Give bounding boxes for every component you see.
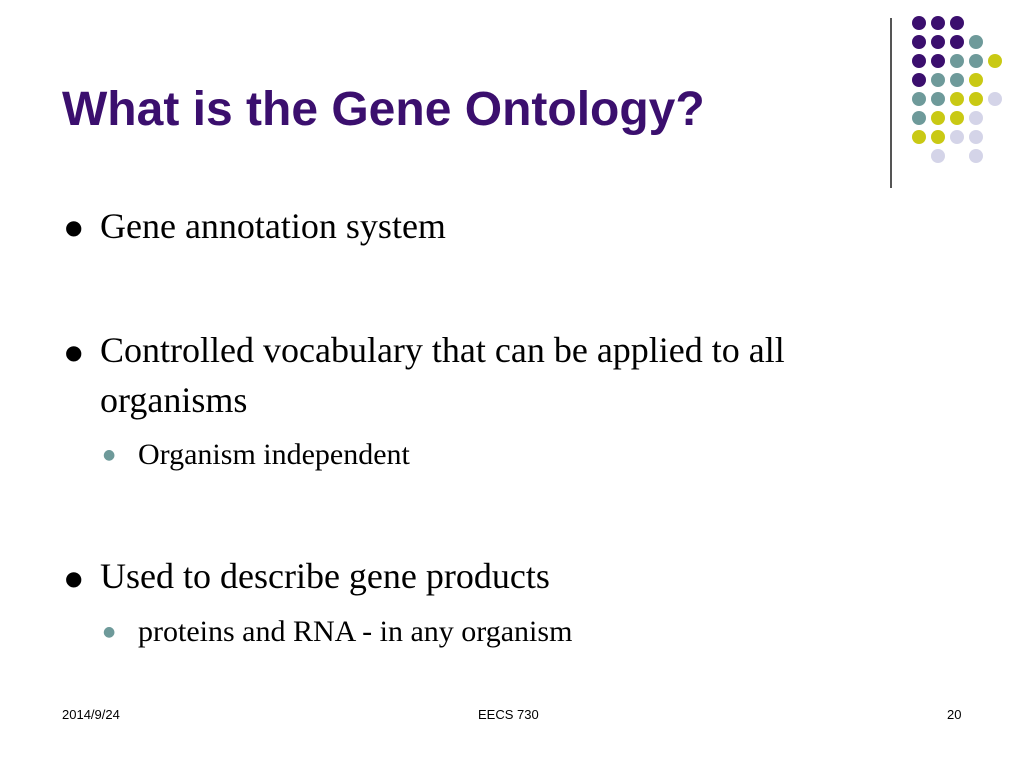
- decorative-dot: [950, 111, 964, 125]
- decorative-dot: [969, 92, 983, 106]
- decorative-dot-grid: [0, 0, 1024, 200]
- decorative-dot: [931, 35, 945, 49]
- decorative-dot: [912, 92, 926, 106]
- sub-bullet-text: Organism independent: [138, 438, 410, 471]
- decorative-dot: [950, 130, 964, 144]
- decorative-dot: [931, 16, 945, 30]
- decorative-dot: [950, 54, 964, 68]
- slide-title: What is the Gene Ontology?: [62, 83, 705, 136]
- decorative-dot: [912, 73, 926, 87]
- decorative-dot: [931, 92, 945, 106]
- decorative-dot: [912, 111, 926, 125]
- decorative-dot: [912, 54, 926, 68]
- bullet-text: Gene annotation system: [100, 206, 446, 246]
- decorative-dot: [950, 35, 964, 49]
- decorative-dot: [912, 16, 926, 30]
- bullet-text: Controlled vocabulary that can be applied to all organisms: [100, 330, 785, 420]
- decorative-dot: [931, 149, 945, 163]
- decorative-dot: [969, 149, 983, 163]
- decorative-dot: [931, 73, 945, 87]
- decorative-dot: [988, 54, 1002, 68]
- decorative-dot: [950, 92, 964, 106]
- bullet-icon: ●: [65, 566, 83, 590]
- bullet-icon: ●: [65, 215, 83, 239]
- footer-course: EECS 730: [478, 707, 539, 722]
- decorative-dot: [912, 130, 926, 144]
- decorative-dot: [950, 73, 964, 87]
- sub-bullet-icon: ●: [103, 624, 116, 640]
- bullet-icon: ●: [65, 340, 83, 364]
- decorative-dot: [950, 16, 964, 30]
- sub-bullet-icon: ●: [103, 447, 116, 463]
- decorative-dot: [988, 92, 1002, 106]
- decorative-dot: [931, 111, 945, 125]
- footer-date: 2014/9/24: [62, 707, 120, 722]
- decorative-dot: [931, 130, 945, 144]
- decorative-dot: [969, 130, 983, 144]
- bullet-text: Used to describe gene products: [100, 556, 550, 596]
- decorative-dot: [969, 54, 983, 68]
- sub-bullet-text: proteins and RNA - in any organism: [138, 615, 573, 648]
- decorative-dot: [969, 73, 983, 87]
- decorative-dot: [931, 54, 945, 68]
- footer-page-number: 20: [947, 707, 962, 722]
- decorative-dot: [969, 111, 983, 125]
- decorative-dot: [969, 35, 983, 49]
- decorative-dot: [912, 35, 926, 49]
